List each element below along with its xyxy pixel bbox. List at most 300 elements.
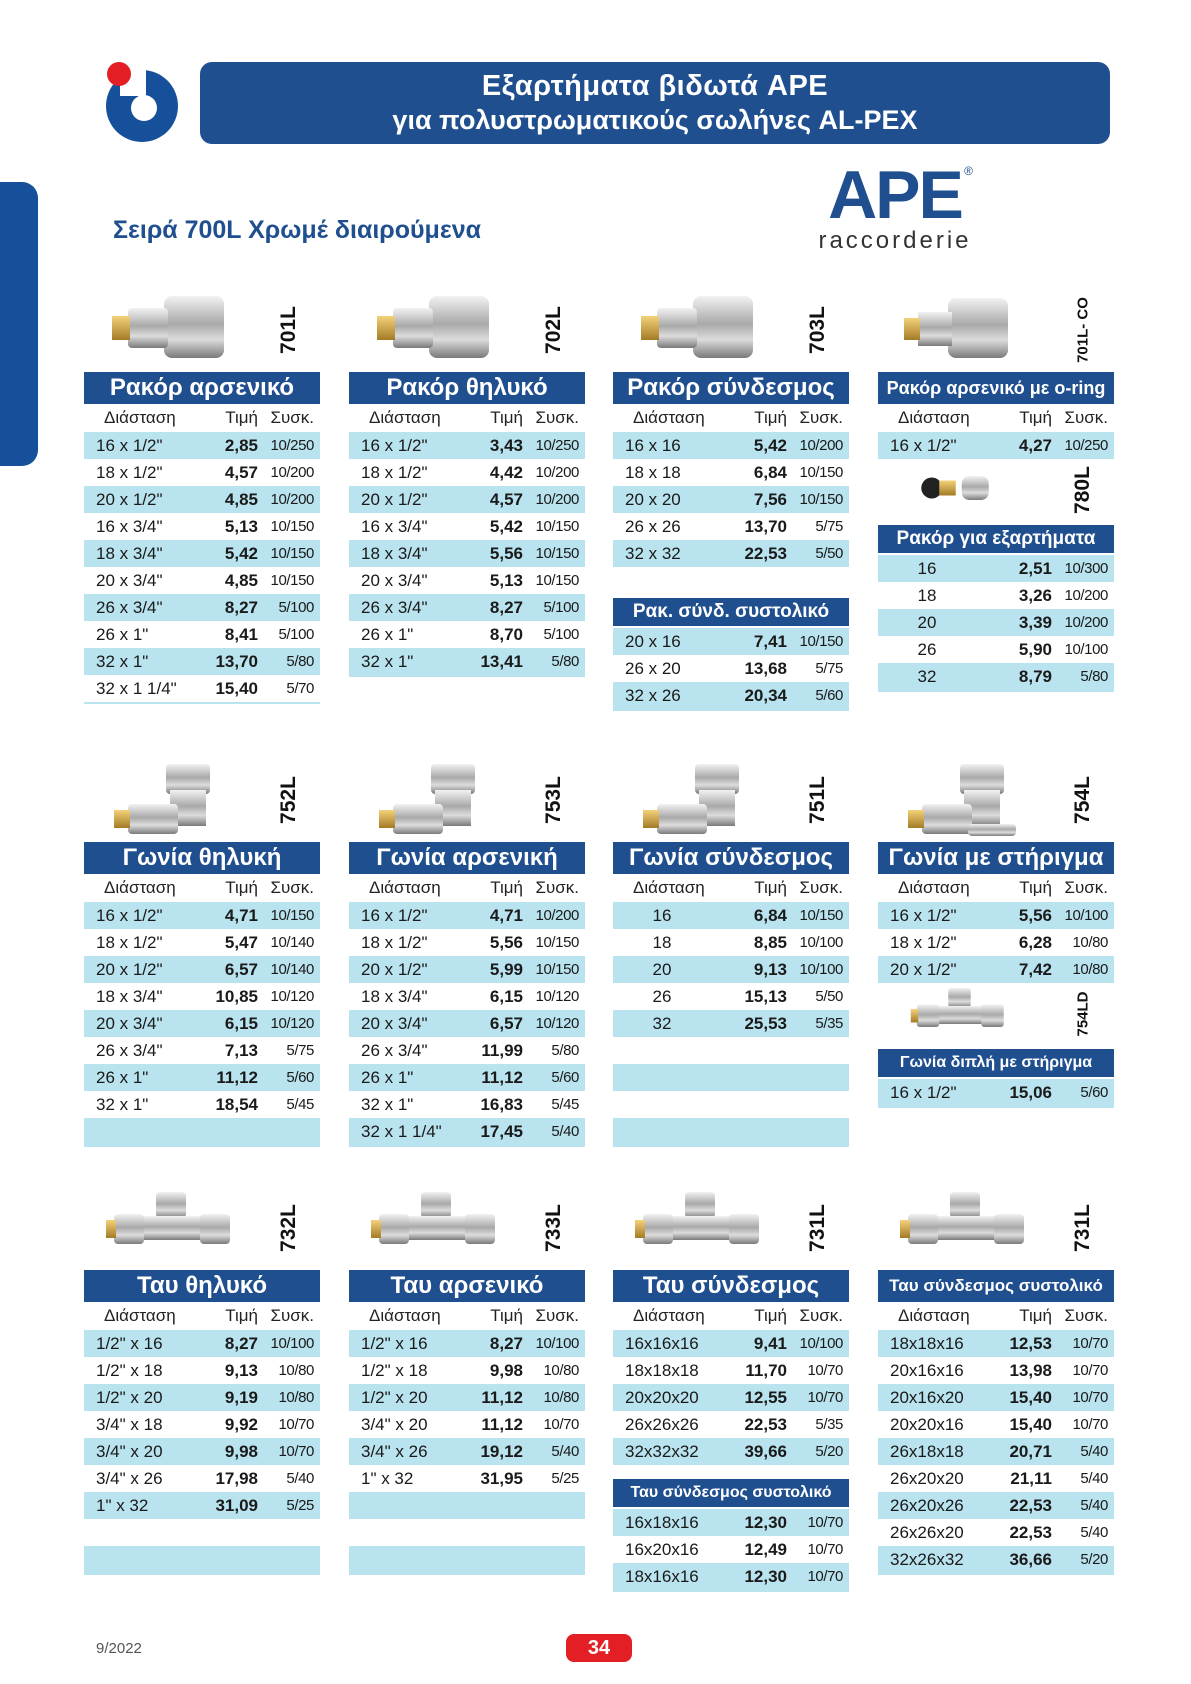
table-row <box>349 983 585 1010</box>
price-cell: 13,70 <box>744 516 787 536</box>
price-cell: 6,15 <box>224 1013 258 1033</box>
empty-row <box>613 1037 849 1064</box>
table-row <box>349 459 585 486</box>
price-header: Τιμή <box>1019 1306 1052 1325</box>
product-code <box>1072 290 1094 370</box>
table-row <box>84 1492 320 1519</box>
pack-cell: 5/75 <box>286 1042 314 1059</box>
pack-cell: 5/40 <box>551 1123 579 1140</box>
pack-cell: 10/70 <box>278 1443 314 1460</box>
pack-cell: 10/100 <box>270 1335 314 1352</box>
dimension-cell: 16 <box>917 558 937 578</box>
pack-cell: 10/150 <box>799 633 843 650</box>
dimension-header: Διάσταση <box>898 878 970 897</box>
price-cell: 6,57 <box>224 959 258 979</box>
price-cell: 12,55 <box>744 1387 787 1407</box>
dimension-cell: 32 x 1" <box>361 1094 414 1114</box>
dimension-cell: 20 x 3/4" <box>96 570 163 590</box>
product-photo-row <box>613 280 849 372</box>
dimension-cell: 1/2" x 18 <box>96 1360 163 1380</box>
price-cell: 2,85 <box>224 435 258 455</box>
product-photo <box>369 1188 499 1268</box>
price-cell: 19,12 <box>480 1441 523 1461</box>
pack-cell: 10/70 <box>1072 1416 1108 1433</box>
dimension-cell: 1/2" x 20 <box>361 1387 428 1407</box>
price-cell: 8,41 <box>224 624 258 644</box>
table-row <box>878 1438 1114 1465</box>
pack-cell: 5/50 <box>815 988 843 1005</box>
table-row <box>613 1438 849 1465</box>
table-row <box>349 594 585 621</box>
product-section-701l <box>84 280 320 704</box>
table-row <box>878 1079 1114 1106</box>
pack-cell: 10/100 <box>799 1335 843 1352</box>
table-row <box>349 1037 585 1064</box>
dimension-cell: 16 <box>652 905 672 925</box>
spacer-row <box>613 1465 849 1475</box>
price-header: Τιμή <box>225 878 258 897</box>
dimension-cell: 20 x 1/2" <box>890 959 957 979</box>
product-photo-row <box>84 750 320 842</box>
table-row <box>84 956 320 983</box>
product-code <box>1072 1188 1094 1268</box>
table-bottom-line <box>349 675 585 677</box>
table-row <box>613 1010 849 1037</box>
price-cell: 22,53 <box>1009 1522 1052 1542</box>
table-bottom-line <box>84 702 320 704</box>
pack-cell: 10/120 <box>535 1015 579 1032</box>
price-cell: 7,42 <box>1018 959 1052 979</box>
price-cell: 13,70 <box>215 651 258 671</box>
pack-header: Συσκ. <box>270 408 314 427</box>
table-row <box>84 983 320 1010</box>
product-photo-row <box>878 750 1114 842</box>
price-cell: 9,98 <box>489 1360 523 1380</box>
product-code <box>278 290 300 370</box>
dimension-cell: 32x26x32 <box>890 1549 964 1569</box>
price-cell: 10,85 <box>215 986 258 1006</box>
section-title: Ταυ σύνδεσμος <box>613 1270 849 1302</box>
sub-product-code <box>1072 459 1094 521</box>
section-title: Γωνία με στήριγμα <box>878 842 1114 874</box>
pack-header: Συσκ. <box>270 1306 314 1325</box>
product-code-text: 731L <box>1071 1204 1094 1252</box>
pack-cell: 10/150 <box>799 907 843 924</box>
table-row <box>84 594 320 621</box>
pack-cell: 10/200 <box>535 464 579 481</box>
pack-cell: 10/150 <box>270 545 314 562</box>
dimension-cell: 20 x 1/2" <box>361 489 428 509</box>
pack-header: Συσκ. <box>799 878 843 897</box>
pack-cell: 5/60 <box>286 1069 314 1086</box>
price-cell: 7,41 <box>753 631 787 651</box>
product-photo <box>369 290 499 370</box>
empty-row <box>613 1118 849 1145</box>
dimension-header: Διάσταση <box>633 408 705 427</box>
table-row <box>349 1118 585 1145</box>
pack-cell: 10/70 <box>807 1362 843 1379</box>
dimension-cell: 32 x 1" <box>96 651 149 671</box>
price-cell: 6,15 <box>489 986 523 1006</box>
pack-cell: 5/20 <box>815 1443 843 1460</box>
dimension-cell: 26x20x20 <box>890 1468 964 1488</box>
dimension-cell: 18 x 1/2" <box>96 462 163 482</box>
side-tab <box>0 182 38 466</box>
table-row <box>84 1091 320 1118</box>
table-row <box>613 1509 849 1536</box>
price-cell: 4,85 <box>224 489 258 509</box>
brand-name: APE <box>828 157 962 233</box>
pack-cell: 10/80 <box>278 1389 314 1406</box>
price-cell: 13,68 <box>744 658 787 678</box>
price-cell: 8,27 <box>489 597 523 617</box>
dimension-cell: 32 x 32 <box>625 543 681 563</box>
pack-cell: 10/250 <box>1064 437 1108 454</box>
table-row <box>878 609 1114 636</box>
dimension-cell: 3/4" x 20 <box>361 1414 428 1434</box>
table-row <box>878 636 1114 663</box>
price-cell: 11,12 <box>216 1067 258 1087</box>
product-photo <box>633 290 763 370</box>
product-section-701l-co <box>878 280 1114 692</box>
pack-cell: 10/150 <box>535 518 579 535</box>
table-row <box>349 1465 585 1492</box>
sub-product-photo-row <box>878 983 1114 1045</box>
dimension-cell: 26 x 3/4" <box>361 597 428 617</box>
column-header <box>349 874 585 902</box>
company-logo <box>100 60 184 144</box>
section-title: Ρακόρ θηλυκό <box>349 372 585 404</box>
price-cell: 2,51 <box>1018 558 1052 578</box>
table-row <box>349 1384 585 1411</box>
pack-cell: 5/80 <box>551 653 579 670</box>
price-cell: 39,66 <box>744 1441 787 1461</box>
table-row <box>878 1492 1114 1519</box>
dimension-header: Διάσταση <box>104 878 176 897</box>
pack-cell: 5/40 <box>1080 1470 1108 1487</box>
table-row <box>349 1064 585 1091</box>
pack-cell: 10/150 <box>270 572 314 589</box>
price-cell: 3,39 <box>1018 612 1052 632</box>
product-section-753l <box>349 750 585 1147</box>
pack-cell: 10/100 <box>1064 907 1108 924</box>
pack-cell: 10/150 <box>535 572 579 589</box>
dimension-cell: 26 x 1" <box>96 624 149 644</box>
table-row <box>878 1546 1114 1573</box>
pack-cell: 5/35 <box>815 1015 843 1032</box>
pack-cell: 10/200 <box>535 907 579 924</box>
pack-cell: 5/35 <box>815 1416 843 1433</box>
brand-reg: ® <box>964 164 973 178</box>
product-photo-row <box>84 280 320 372</box>
table-row <box>84 1010 320 1037</box>
sub-section-title: Γωνία διπλή με στήριγμα <box>878 1049 1114 1077</box>
dimension-cell: 26 x 26 <box>625 516 681 536</box>
price-cell: 8,85 <box>753 932 787 952</box>
product-photo-row <box>878 1178 1114 1270</box>
product-section-754l <box>878 750 1114 1108</box>
price-cell: 17,98 <box>215 1468 258 1488</box>
table-row <box>349 1010 585 1037</box>
dimension-cell: 1" x 32 <box>361 1468 414 1488</box>
table-row <box>613 540 849 567</box>
pack-cell: 10/70 <box>278 1416 314 1433</box>
price-cell: 31,09 <box>215 1495 258 1515</box>
pack-cell: 5/40 <box>551 1443 579 1460</box>
price-cell: 15,13 <box>744 986 787 1006</box>
pack-cell: 10/70 <box>807 1389 843 1406</box>
price-cell: 3,43 <box>489 435 523 455</box>
dimension-cell: 3/4" x 26 <box>361 1441 428 1461</box>
dimension-cell: 20 x 20 <box>625 489 681 509</box>
empty-row <box>84 1519 320 1546</box>
price-cell: 8,79 <box>1018 666 1052 686</box>
price-header: Τιμή <box>754 408 787 427</box>
product-photo <box>633 1188 763 1268</box>
price-cell: 9,98 <box>224 1441 258 1461</box>
table-row <box>878 956 1114 983</box>
pack-cell: 5/45 <box>551 1096 579 1113</box>
dimension-cell: 18 x 1/2" <box>361 932 428 952</box>
product-photo-row <box>84 1178 320 1270</box>
price-cell: 18,54 <box>215 1094 258 1114</box>
price-cell: 22,53 <box>744 543 787 563</box>
table-row <box>878 1330 1114 1357</box>
price-cell: 17,45 <box>480 1121 523 1141</box>
pack-header: Συσκ. <box>1064 408 1108 427</box>
dimension-cell: 18 x 1/2" <box>96 932 163 952</box>
dimension-header: Διάσταση <box>898 408 970 427</box>
table-row <box>349 486 585 513</box>
table-bottom-line <box>349 1573 585 1575</box>
dimension-cell: 16x18x16 <box>625 1512 699 1532</box>
dimension-cell: 1/2" x 16 <box>361 1333 428 1353</box>
pack-cell: 10/300 <box>1064 560 1108 577</box>
header-bar <box>200 62 1110 144</box>
product-section-702l <box>349 280 585 677</box>
pack-cell: 10/200 <box>1064 587 1108 604</box>
product-code-text: 731L <box>806 1204 829 1252</box>
pack-cell: 5/25 <box>551 1470 579 1487</box>
table-row <box>349 1357 585 1384</box>
product-code <box>807 290 829 370</box>
price-cell: 5,56 <box>1018 905 1052 925</box>
table-row <box>613 1384 849 1411</box>
price-cell: 4,27 <box>1018 435 1052 455</box>
dimension-cell: 16 x 3/4" <box>361 516 428 536</box>
section-title: Ταυ θηλυκό <box>84 1270 320 1302</box>
price-cell: 13,98 <box>1009 1360 1052 1380</box>
pack-cell: 5/20 <box>1080 1551 1108 1568</box>
dimension-cell: 16 x 1/2" <box>361 435 428 455</box>
product-code <box>278 1188 300 1268</box>
dimension-cell: 16x20x16 <box>625 1539 699 1559</box>
product-code <box>1072 760 1094 840</box>
price-cell: 25,53 <box>744 1013 787 1033</box>
table-row <box>349 929 585 956</box>
table-row <box>878 929 1114 956</box>
pack-cell: 5/100 <box>543 626 579 643</box>
dimension-cell: 16x16x16 <box>625 1333 699 1353</box>
sub-product-code-text: 780L <box>1071 466 1094 514</box>
dimension-cell: 16 x 1/2" <box>890 435 957 455</box>
table-row <box>84 902 320 929</box>
table-row <box>84 1465 320 1492</box>
table-row <box>84 648 320 675</box>
price-cell: 9,13 <box>224 1360 258 1380</box>
product-photo <box>104 1188 234 1268</box>
pack-cell: 10/250 <box>270 437 314 454</box>
pack-cell: 10/150 <box>270 518 314 535</box>
column-header <box>878 404 1114 432</box>
product-code-text: 733L <box>542 1204 565 1252</box>
dimension-cell: 20 x 1/2" <box>96 489 163 509</box>
pack-cell: 10/70 <box>807 1514 843 1531</box>
price-cell: 7,56 <box>753 489 787 509</box>
price-cell: 5,42 <box>753 435 787 455</box>
pack-cell: 10/70 <box>1072 1335 1108 1352</box>
dimension-cell: 18x18x18 <box>625 1360 699 1380</box>
column-header <box>349 404 585 432</box>
price-header: Τιμή <box>754 1306 787 1325</box>
pack-cell: 5/100 <box>543 599 579 616</box>
table-row <box>84 1357 320 1384</box>
pack-cell: 10/80 <box>543 1362 579 1379</box>
product-code <box>278 760 300 840</box>
dimension-cell: 1/2" x 20 <box>96 1387 163 1407</box>
sub-product-photo <box>908 985 1008 1045</box>
price-cell: 36,66 <box>1009 1549 1052 1569</box>
price-cell: 4,71 <box>489 905 523 925</box>
column-header <box>878 874 1114 902</box>
table-row <box>613 513 849 540</box>
price-cell: 5,13 <box>224 516 258 536</box>
dimension-cell: 26 x 1" <box>361 1067 414 1087</box>
pack-cell: 5/75 <box>815 518 843 535</box>
section-title: Ρακόρ αρσενικό με o-ring <box>878 372 1114 404</box>
dimension-header: Διάσταση <box>369 1306 441 1325</box>
product-section-732l <box>84 1178 320 1575</box>
dimension-cell: 16 x 3/4" <box>96 516 163 536</box>
section-title: Γωνία θηλυκή <box>84 842 320 874</box>
empty-row <box>349 1492 585 1519</box>
pack-cell: 10/120 <box>535 988 579 1005</box>
price-cell: 8,27 <box>224 1333 258 1353</box>
product-photo-row <box>613 1178 849 1270</box>
table-row <box>84 432 320 459</box>
table-row <box>349 902 585 929</box>
table-row <box>349 1438 585 1465</box>
empty-row <box>349 1546 585 1573</box>
product-photo <box>104 290 234 370</box>
product-photo-row <box>349 750 585 842</box>
price-cell: 12,49 <box>744 1539 787 1559</box>
column-header <box>84 1302 320 1330</box>
price-header: Τιμή <box>490 878 523 897</box>
brand-sub: raccorderie <box>818 227 972 254</box>
sub-section-title: Ταυ σύνδεσμος συστολικό <box>613 1479 849 1507</box>
price-cell: 5,42 <box>489 516 523 536</box>
dimension-cell: 18 x 18 <box>625 462 681 482</box>
table-row <box>613 902 849 929</box>
dimension-cell: 18 x 1/2" <box>890 932 957 952</box>
price-cell: 9,13 <box>753 959 787 979</box>
sub-product-photo-row <box>878 459 1114 521</box>
dimension-cell: 26 x 3/4" <box>96 597 163 617</box>
product-code-text: 751L <box>806 776 829 824</box>
section-title: Ταυ σύνδεσμος συστολικό <box>878 1270 1114 1302</box>
product-section-703l <box>613 280 849 711</box>
pack-cell: 10/140 <box>270 961 314 978</box>
table-row <box>84 1384 320 1411</box>
table-row <box>349 1411 585 1438</box>
column-header <box>613 1302 849 1330</box>
dimension-cell: 26 x 20 <box>625 658 681 678</box>
table-row <box>84 675 320 702</box>
product-code-text: 702L <box>542 306 565 354</box>
table-row <box>613 983 849 1010</box>
table-row <box>878 1519 1114 1546</box>
table-row <box>84 459 320 486</box>
table-row <box>349 567 585 594</box>
product-code-text: 701L- CO <box>1074 297 1092 363</box>
dimension-cell: 16 x 1/2" <box>890 1082 957 1102</box>
price-cell: 11,99 <box>481 1040 523 1060</box>
product-photo-row <box>878 280 1114 372</box>
product-photo <box>104 760 234 840</box>
price-cell: 5,42 <box>224 543 258 563</box>
column-header <box>613 404 849 432</box>
price-cell: 6,57 <box>489 1013 523 1033</box>
pack-cell: 10/70 <box>1072 1389 1108 1406</box>
product-photo <box>633 760 763 840</box>
table-bottom-line <box>878 1106 1114 1108</box>
dimension-cell: 16 x 1/2" <box>361 905 428 925</box>
pack-cell: 5/75 <box>815 660 843 677</box>
price-cell: 5,90 <box>1018 639 1052 659</box>
pack-cell: 5/40 <box>1080 1443 1108 1460</box>
pack-cell: 5/80 <box>1080 668 1108 685</box>
price-header: Τιμή <box>225 1306 258 1325</box>
product-code-text: 732L <box>277 1204 300 1252</box>
price-cell: 12,30 <box>744 1512 787 1532</box>
price-cell: 4,57 <box>489 489 523 509</box>
price-cell: 5,13 <box>489 570 523 590</box>
pack-cell: 5/40 <box>286 1470 314 1487</box>
pack-cell: 5/100 <box>278 626 314 643</box>
pack-cell: 10/200 <box>799 437 843 454</box>
dimension-cell: 20x20x20 <box>625 1387 699 1407</box>
price-cell: 11,70 <box>745 1360 787 1380</box>
dimension-cell: 18x16x16 <box>625 1566 699 1586</box>
product-code-text: 753L <box>542 776 565 824</box>
table-row <box>84 1064 320 1091</box>
price-header: Τιμή <box>754 878 787 897</box>
table-row <box>613 1563 849 1590</box>
pack-cell: 5/60 <box>815 687 843 704</box>
pack-cell: 10/120 <box>270 988 314 1005</box>
product-photo <box>898 1188 1028 1268</box>
price-cell: 22,53 <box>744 1414 787 1434</box>
price-header: Τιμή <box>490 1306 523 1325</box>
pack-cell: 5/45 <box>286 1096 314 1113</box>
pack-header: Συσκ. <box>270 878 314 897</box>
pack-cell: 10/100 <box>799 934 843 951</box>
page-number: 34 <box>566 1634 632 1662</box>
pack-cell: 5/40 <box>1080 1497 1108 1514</box>
spacer-row <box>613 567 849 594</box>
dimension-cell: 3/4" x 20 <box>96 1441 163 1461</box>
